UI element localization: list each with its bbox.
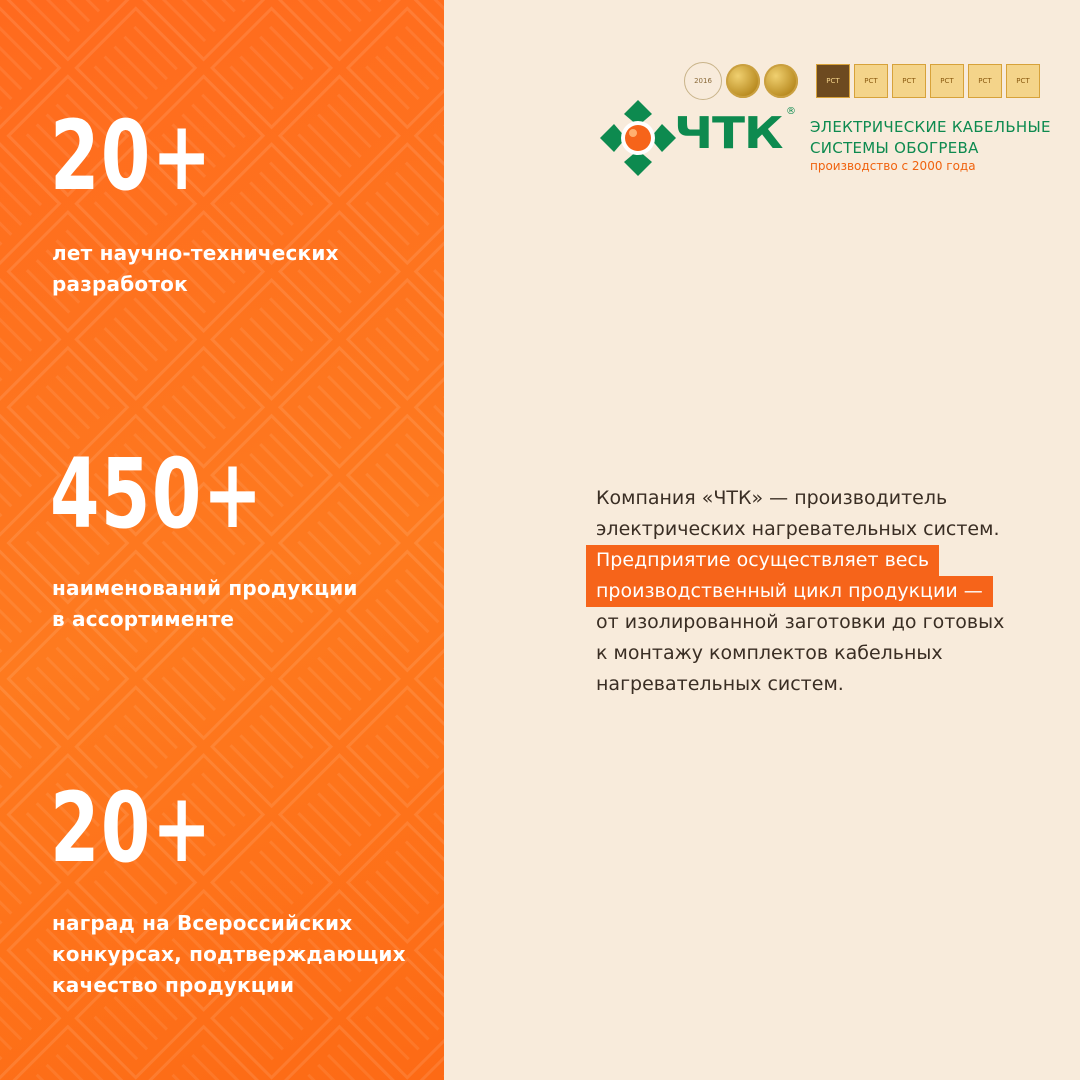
description-line: к монтажу комплектов кабельных [596,642,943,664]
caption-line: наград на Всероссийских [52,911,353,935]
badge-mark: РСТ [902,77,916,85]
seal-year: 2016 [694,77,712,85]
badge-mark: РСТ [1016,77,1030,85]
gold-medal-icon [726,64,760,98]
gold-medal-icon [764,64,798,98]
quality-badge-icon [968,64,1002,98]
caption-line: разработок [52,272,188,296]
description-line: от изолированной заготовки до готовых [596,611,1005,633]
description-line: электрических нагревательных систем. [596,518,1000,540]
badge-mark: РСТ [978,77,992,85]
description-line: Компания «ЧТК» — производитель [596,487,948,509]
flower-logo-icon [596,96,680,180]
stat-value-years: 20+ [50,100,213,212]
company-logo [596,96,796,180]
quality-badge-icon [816,64,850,98]
stat-caption-products [52,573,358,635]
stat-caption-awards [52,908,406,1001]
stat-caption-years [52,238,339,300]
quality-badge-icon [854,64,888,98]
quality-badge-icon [892,64,926,98]
caption-line: наименований продукции [52,576,358,600]
logo-subtitle-line1: ЭЛЕКТРИЧЕСКИЕ КАБЕЛЬНЫЕ [810,118,1051,136]
badge-mark: РСТ [864,77,878,85]
caption-line: в ассортименте [52,607,235,631]
logo-subtitle-line2: СИСТЕМЫ ОБОГРЕВА [810,139,979,157]
caption-line: конкурсах, подтверждающих [52,942,406,966]
badge-mark: РСТ [826,77,840,85]
stat-value-awards: 20+ [50,772,213,884]
logo-wordmark: ЧТК [674,108,783,159]
caption-line: лет научно-технических [52,241,339,265]
stats-panel [0,0,444,1080]
registered-mark: ® [786,106,796,117]
caption-line: качество продукции [52,973,295,997]
award-seal-icon [684,62,722,100]
company-description [596,483,1056,700]
description-highlight: производственный цикл продукции — [586,576,993,607]
description-highlight: Предприятие осуществляет весь [586,545,939,576]
quality-badge-icon [930,64,964,98]
quality-badge-icon [1006,64,1040,98]
logo-tagline: производство с 2000 года [810,159,976,173]
stat-value-products: 450+ [50,438,264,550]
badge-mark: РСТ [940,77,954,85]
description-line: нагревательных систем. [596,673,844,695]
